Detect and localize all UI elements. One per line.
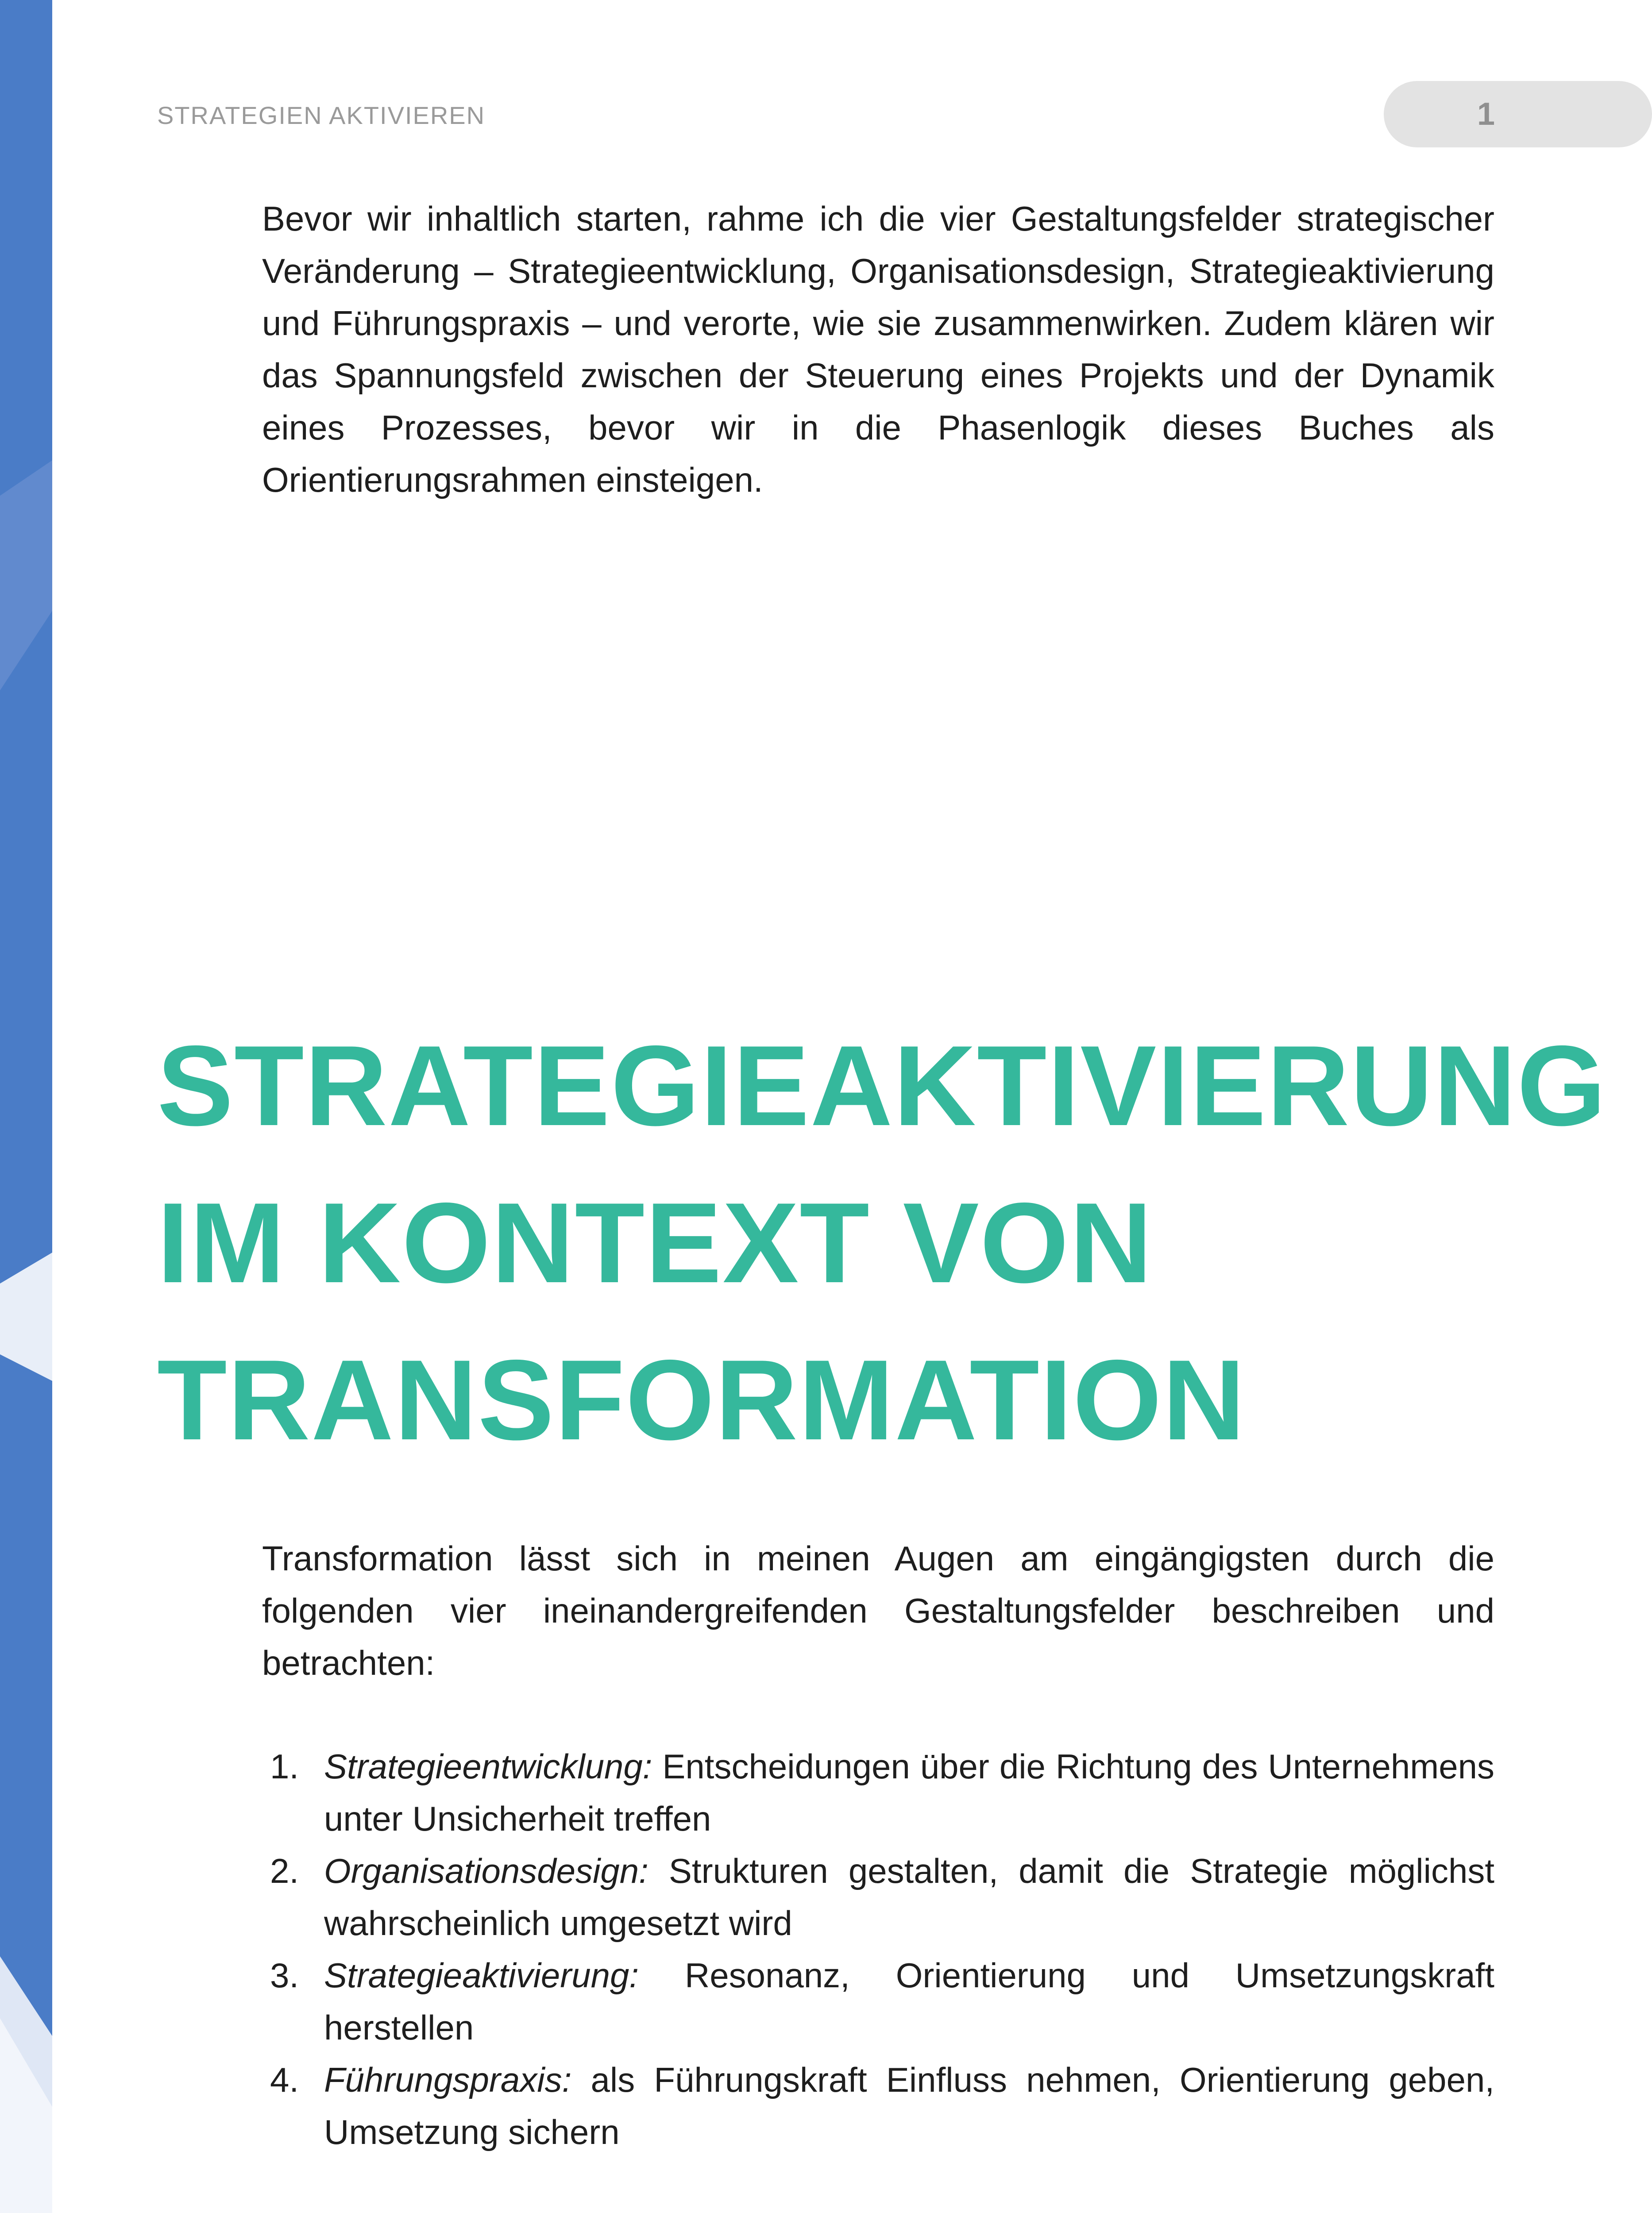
list-item-description: als Führungskraft Einfluss nehmen, Orientierung geben, Umsetzung sichern — [324, 2060, 1494, 2151]
list-item-number: 3. — [270, 1956, 299, 1995]
list-item — [262, 1740, 1494, 1845]
list-item-description: Strukturen gestalten, damit die Strategie möglichst wahrscheinlich umgesetzt wird — [324, 1851, 1495, 1943]
list-item-description: Resonanz, Orientierung und Umsetzungskraft herstellen — [324, 1956, 1494, 2047]
list-item — [262, 1949, 1494, 2054]
list-item-number: 1. — [270, 1747, 299, 1786]
design-fields-list — [262, 1740, 1494, 2158]
list-item-term: Organisationsdesign: — [324, 1851, 648, 1890]
list-item-term: Strategieaktivierung: — [324, 1956, 639, 1995]
chapter-title-line-2: IM KONTEXT VON — [157, 1179, 1153, 1307]
decorative-side-band — [0, 0, 52, 2213]
list-item — [262, 2054, 1494, 2158]
chapter-title-line-1: STRATEGIEAKTIVIERUNG — [157, 1022, 1607, 1149]
page-number: 1 — [1477, 96, 1495, 132]
list-item-number: 4. — [270, 2060, 299, 2099]
lead-paragraph: Transformation lässt sich in meinen Augen am eingängigsten durch die folgenden vier ineinandergreifenden Gestaltungsfelder beschreiben und betrachten: — [262, 1539, 1494, 1682]
side-band-graphic — [0, 0, 52, 2213]
running-header-title: STRATEGIEN AKTIVIEREN — [157, 101, 486, 129]
list-item-description: Entscheidungen über die Richtung des Unternehmens unter Unsicherheit treffen — [324, 1747, 1494, 1838]
list-item-term: Strategieentwicklung: — [324, 1747, 652, 1786]
chapter-title — [157, 1007, 1618, 1478]
intro-paragraph: Bevor wir inhaltlich starten, rahme ich die vier Gestaltungsfelder strategischer Veränderung – Strategieentwicklung, Organisationsdesign, Strategieaktivierung und Führungspraxis – und verorte, wie sie zusammenwirken. Zudem klären wir das Spannungsfeld zwischen der Steuerung eines Projekts und der Dynamik eines Prozesses, bevor wir in die Phasenlogik dieses Buches als Orientierungsrahmen einsteigen. — [262, 199, 1494, 499]
list-item-term: Führungspraxis: — [324, 2060, 572, 2099]
chapter-title-line-3: TRANSFORMATION — [157, 1336, 1246, 1464]
list-item — [262, 1845, 1494, 1949]
list-item-number: 2. — [270, 1851, 299, 1890]
